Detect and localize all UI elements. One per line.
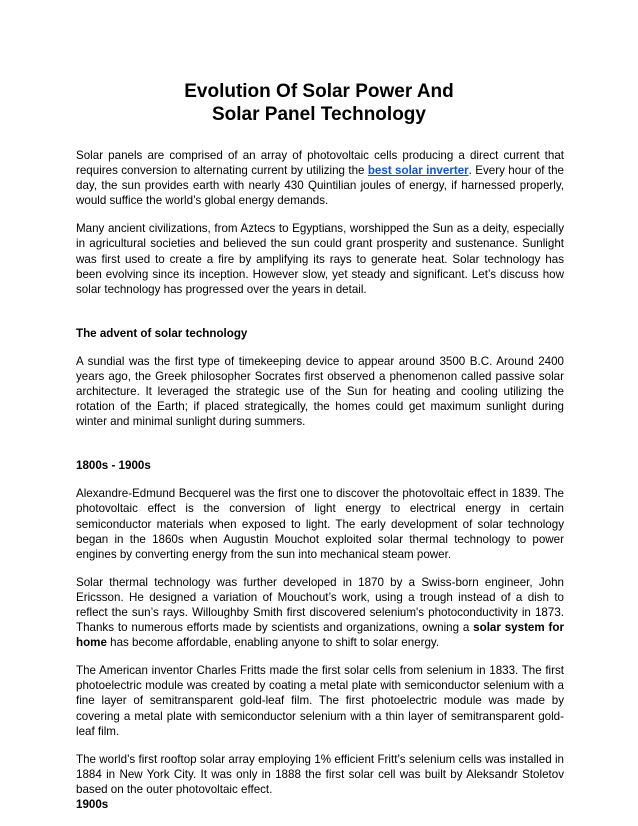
title-line-2: Solar Panel Technology (212, 104, 426, 125)
s1800-p2-text-after: has become affordable, enabling anyone to shift to solar energy. (106, 636, 440, 650)
heading-1800s-1900s: 1800s - 1900s (76, 459, 151, 473)
section-1800s-paragraph-2 (76, 575, 564, 650)
s1800-p2-text-before: Solar thermal technology was further developed in 1870 by a Swiss-born engineer, John Ericsson. He designed a variation of Mouchout’s work, using a trough instead of a dish to reflect the sun’s rays. Willoughby Smith first discovered selenium's photoconductivity in 1873. Thanks to numerous efforts made by scientists and organizations, owning a (76, 575, 564, 635)
advent-paragraph-1: A sundial was the first type of timekeeping device to appear around 3500 B.C. Around 2400 years ago, the Greek philosopher Socrates first observed a phenomenon called passive solar architecture. It leveraged the strategic use of the Sun for heating and cooling utilizing the rotation of the Earth; if placed strategically, the homes could get maximum sunlight during winter and minimal sunlight during summers. (76, 354, 564, 429)
document-title (0, 80, 638, 126)
heading-advent: The advent of solar technology (76, 326, 248, 340)
intro-paragraph-1 (76, 148, 564, 208)
section-1800s-paragraph-1: Alexandre-Edmund Becquerel was the first one to discover the photovoltaic effect in 1839. The photovoltaic effect is the conversion of light energy to electrical energy in certain semiconductor materials when exposed to light. The early development of solar technology began in the 1860s when Augustin Mouchot exploited solar thermal technology to power engines by converting energy from the sun into mechanical steam power. (76, 487, 564, 561)
title-line-1: Evolution Of Solar Power And (184, 81, 454, 102)
heading-1900s: 1900s (76, 798, 109, 811)
intro-text-before-link: Solar panels are comprised of an array of photovoltaic cells producing a direct current that requires conversion to alternating current by utilizing the (76, 149, 564, 178)
section-1800s-paragraph-4: The world’s first rooftop solar array employing 1% efficient Fritt’s selenium cells was installed in 1884 in New York City. It was only in 1888 the first solar cell was built by Aleksandr Stoletov based on the outer photovoltaic effect. (76, 752, 564, 796)
solar-system-for-home-bold: solar system for home (76, 621, 564, 650)
intro-text-after-link: . Every hour of the day, the sun provides earth with nearly 430 Quintilian joules of energy, if harnessed properly, would suffice the world’s global energy demands. (76, 164, 564, 208)
intro-paragraph-2: Many ancient civilizations, from Aztecs to Egyptians, worshipped the Sun as a deity, especially in agricultural societies and believed the sun could grant prosperity and sustenance. Sunlight was first used to create a fire by amplifying its rays to generate heat. Solar technology has been evolving since its inception. However slow, yet steady and significant. Let’s discuss how solar technology has progressed over the years in detail. (76, 222, 564, 296)
best-solar-inverter-link[interactable]: best solar inverter (367, 164, 469, 178)
section-1800s-paragraph-3: The American inventor Charles Fritts made the first solar cells from selenium in 1833. The first photoelectric module was created by coating a metal plate with semiconductor selenium with a fine layer of semitransparent gold-leaf film. The first photoelectric module was made by covering a metal plate with semiconductor selenium with a thin layer of semitransparent gold-leaf film. (76, 664, 564, 738)
document-body (76, 148, 564, 812)
